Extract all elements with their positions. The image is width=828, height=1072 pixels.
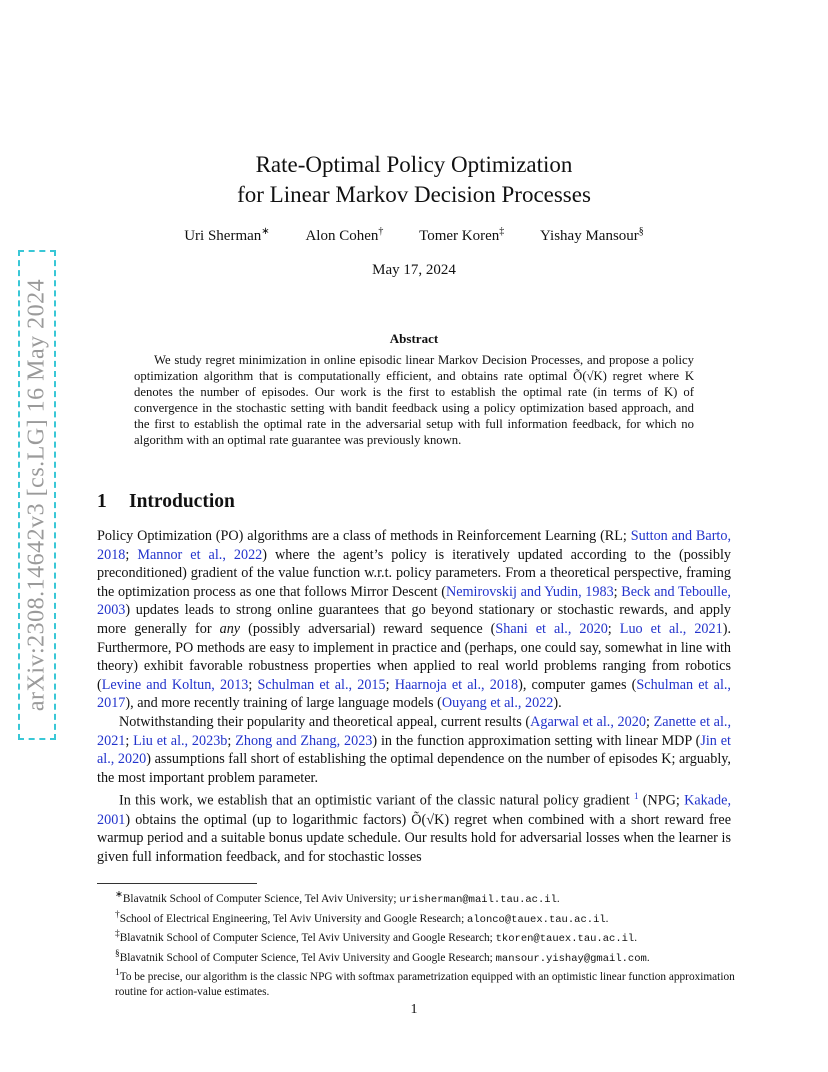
intro-paragraph-1: Policy Optimization (PO) algorithms are a class of methods in Reinforcement Learning (RL; Sutton and Barto, 2018; Mannor et al., 2022) where the agent’s policy is iteratively updated according to the (possibly preconditioned) gradient of the value function w.r.t. policy parameters. From a theoretical perspective, framing the optimization process as one that follows Mirror Descent (Nemirovskij and Yudin, 1983; Beck and Teboulle, 2003) updates leads to strong online guarantees that go beyond stationary or stochastic rewards, and apply more generally for any (possibly adversarial) reward sequence (Shani et al., 2020; Luo et al., 2021). Furthermore, PO methods are easy to implement in practice and (perhaps, one could say, somewhat in line with theory) exhibit favorable robustness properties when applied to real world problems ranging from robotics (Levine and Koltun, 2013; Schulman et al., 2015; Haarnoja et al., 2018), computer games (Schulman et al., 2017), and more recently training of large language models (Ouyang et al., 2022). [97,528,732,712]
citation-link[interactable]: Agarwal et al., 2020 [530,713,646,730]
citation-link[interactable]: Jin et al., 2020 [97,732,731,768]
section-title: Introduction [129,491,235,512]
citation-link[interactable]: Zhong and Zhang, 2023 [235,732,373,749]
footnote: §Blavatnik School of Computer Science, Tel Aviv University and Google Research; mansour.yishay@gmail.com. [115,948,650,965]
author: Tomer Koren‡ [419,226,505,244]
citation-link[interactable]: Luo et al., 2021 [619,620,723,637]
citation-link[interactable]: Schulman et al., 2017 [97,676,731,712]
citation-link[interactable]: Ouyang et al., 2022 [441,695,554,712]
section-heading [97,491,235,513]
footnote: †School of Electrical Engineering, Tel Aviv University and Google Research; alonco@tauex.tau.ac.il. [115,909,609,926]
page-number: 1 [410,1002,418,1017]
footnote: $^1$To be precise, our algorithm is the classic NPG with softmax parametrization equipped with an optimistic linear function approximation routine for action-value estimates. [115,968,735,998]
citation-link[interactable]: Mannor et al., 2022 [137,546,263,563]
arxiv-stamp [18,250,56,740]
footnote-ref[interactable]: 1 [633,791,639,802]
footnotes [97,888,737,1000]
citation-link[interactable]: Haarnoja et al., 2018 [394,676,519,693]
paper-title-line-1: Rate-Optimal Policy Optimization [255,152,573,177]
regret-bound-math: Õ(√K) [573,369,607,383]
citation-link[interactable]: Zanette et al., 2021 [97,713,732,749]
citation-link[interactable]: Beck and Teboulle, 2003 [97,583,731,619]
abstract-heading: Abstract [389,331,439,346]
footnote: ∗Blavatnik School of Computer Science, Tel Aviv University; urisherman@mail.tau.ac.il. [115,890,560,906]
citation-link[interactable]: Kakade, 2001 [97,793,731,828]
author: Alon Cohen† [305,226,384,244]
citation-link[interactable]: Liu et al., 2023b [133,732,228,749]
footnote-rule [97,883,257,884]
section-number: 1 [97,491,107,512]
intro-paragraph-2: Notwithstanding their popularity and theoretical appeal, current results (Agarwal et al., 2020; Zanette et al., 2021; Liu et al., 2023b; Zhong and Zhang, 2023) in the function approximation setting with linear MDP (Jin et al., 2020) assumptions fall short of establishing the optimal dependence on the number of episodes K; arguably, the most important problem parameter. [97,713,732,786]
citation-link[interactable]: Levine and Koltun, 2013 [101,676,249,693]
citation-link[interactable]: Shani et al., 2020 [495,620,608,637]
abstract-body: We study regret minimization in online episodic linear Markov Decision Processes, and propose a policy optimization algorithm that is computationally efficient, and obtains rate optimal Õ(√K) regret where K denotes the number of episodes. Our work is the first to establish the optimal rate (in terms of K) of convergence in the stochastic setting with bandit feedback using a policy optimization based approach, and the first to establish the optimal rate in the adversarial setup with full information feedback, for which no algorithm with an optimal rate guarantee was previously known. [134,353,694,447]
arxiv-stamp-text: arXiv:2308.14642v3 [cs.LG] 16 May 2024 [23,278,50,712]
intro-body [97,527,731,866]
intro-paragraph-3: In this work, we establish that an optimistic variant of the classic natural policy gradient $^1$ (NPG; Kakade, 2001) obtains the optimal (up to logarithmic factors) Õ(√K) regret when combined with a short reward free warmup period and a suitable bonus update schedule. Our results hold for adversarial losses when the learner is given full information feedback, and for stochastic losses [97,791,731,865]
paper-date: May 17, 2024 [372,262,456,278]
author-list [0,226,828,245]
author: Uri Sherman∗ [184,226,270,244]
citation-link[interactable]: Sutton and Barto, 2018 [97,528,732,563]
author: Yishay Mansour§ [540,226,644,244]
citation-link[interactable]: Nemirovskij and Yudin, 1983 [445,583,614,600]
citation-link[interactable]: Schulman et al., 2015 [257,676,386,693]
footnote: ‡Blavatnik School of Computer Science, Tel Aviv University and Google Research; tkoren@tauex.tau.ac.il. [115,929,638,945]
paper-title-line-2: for Linear Markov Decision Processes [237,182,591,207]
